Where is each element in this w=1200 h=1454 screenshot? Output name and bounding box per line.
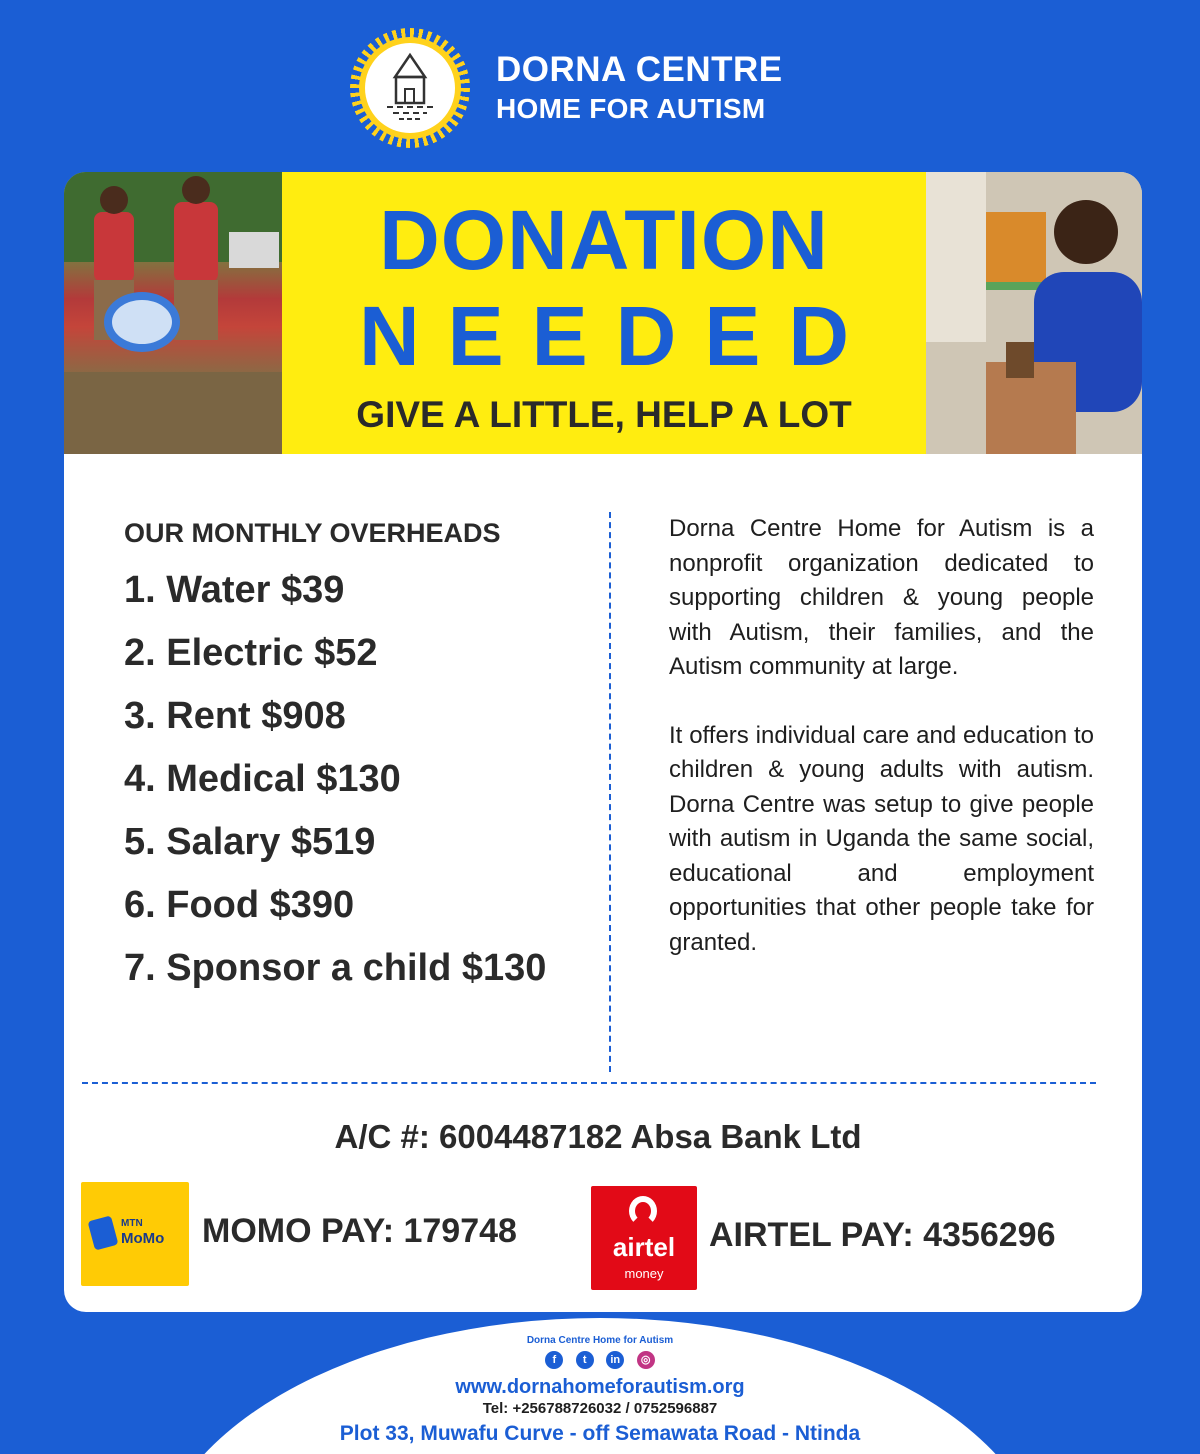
headline-needed: NEEDED xyxy=(358,289,878,383)
bank-account: A/C #: 6004487182 Absa Bank Ltd xyxy=(334,1118,862,1155)
website-link[interactable]: www.dornahomeforautism.org xyxy=(455,1376,745,1398)
phone-numbers: Tel: +256788726032 / 0752596887 xyxy=(482,1400,718,1417)
list-item: 7. Sponsor a child $130 xyxy=(124,947,547,989)
airtel-swirl-icon xyxy=(629,1196,657,1226)
donation-headline xyxy=(282,172,926,454)
photo-drummers xyxy=(64,172,282,454)
overheads-title: OUR MONTHLY OVERHEADS xyxy=(124,518,501,548)
about-text xyxy=(669,512,1094,960)
momo-pay-label: MOMO PAY: 179748 xyxy=(202,1212,517,1250)
facebook-icon[interactable]: f xyxy=(545,1351,563,1369)
momo-logo-line-2: MoMo xyxy=(121,1230,165,1247)
photo-student xyxy=(926,172,1142,454)
airtel-logo-line-1: airtel xyxy=(612,1232,676,1262)
headline-donation: DONATION xyxy=(379,193,829,287)
mtn-momo-logo xyxy=(81,1182,189,1286)
main-card xyxy=(64,172,1142,1312)
list-item: 4. Medical $130 xyxy=(124,758,401,800)
brand-line-2: HOME FOR AUTISM xyxy=(496,93,766,124)
about-paragraph-2: It offers individual care and education to children & young adults with autism. Dorna Centre was setup to give people with autism in Uganda the same social, educational and employment opportunities that other people take for granted. xyxy=(669,721,1094,956)
list-item: 1. Water $39 xyxy=(124,569,345,611)
about-paragraph-1: Dorna Centre Home for Autism is a nonprofit organization dedicated to supporting children & young people with Autism, their families, and the Autism community at large. xyxy=(669,515,1094,680)
banner xyxy=(64,172,1142,454)
airtel-pay-label: AIRTEL PAY: 4356296 xyxy=(709,1216,1056,1254)
phone-icon xyxy=(88,1215,119,1250)
vertical-divider xyxy=(609,512,611,1072)
horizontal-divider xyxy=(82,1082,1096,1084)
brand-name xyxy=(496,52,783,123)
overheads-list xyxy=(124,568,546,1009)
list-item: 2. Electric $52 xyxy=(124,632,378,674)
airtel-money-logo xyxy=(591,1186,697,1290)
twitter-icon[interactable]: t xyxy=(576,1351,594,1369)
momo-logo-line-1: MTN xyxy=(121,1218,143,1229)
tagline: GIVE A LITTLE, HELP A LOT xyxy=(356,394,852,435)
footer-org: Dorna Centre Home for Autism xyxy=(526,1335,674,1346)
list-item: 5. Salary $519 xyxy=(124,821,376,863)
brand-line-1: DORNA CENTRE xyxy=(496,50,783,89)
logo xyxy=(350,28,470,148)
linkedin-icon[interactable]: in xyxy=(606,1351,624,1369)
address: Plot 33, Muwafu Curve - off Semawata Road - Ntinda xyxy=(339,1422,861,1445)
airtel-logo-line-2: money xyxy=(624,1266,664,1281)
social-links xyxy=(0,1351,1200,1369)
instagram-icon[interactable]: ◎ xyxy=(637,1351,655,1369)
list-item: 6. Food $390 xyxy=(124,884,355,926)
list-item: 3. Rent $908 xyxy=(124,695,346,737)
house-icon xyxy=(365,43,455,133)
